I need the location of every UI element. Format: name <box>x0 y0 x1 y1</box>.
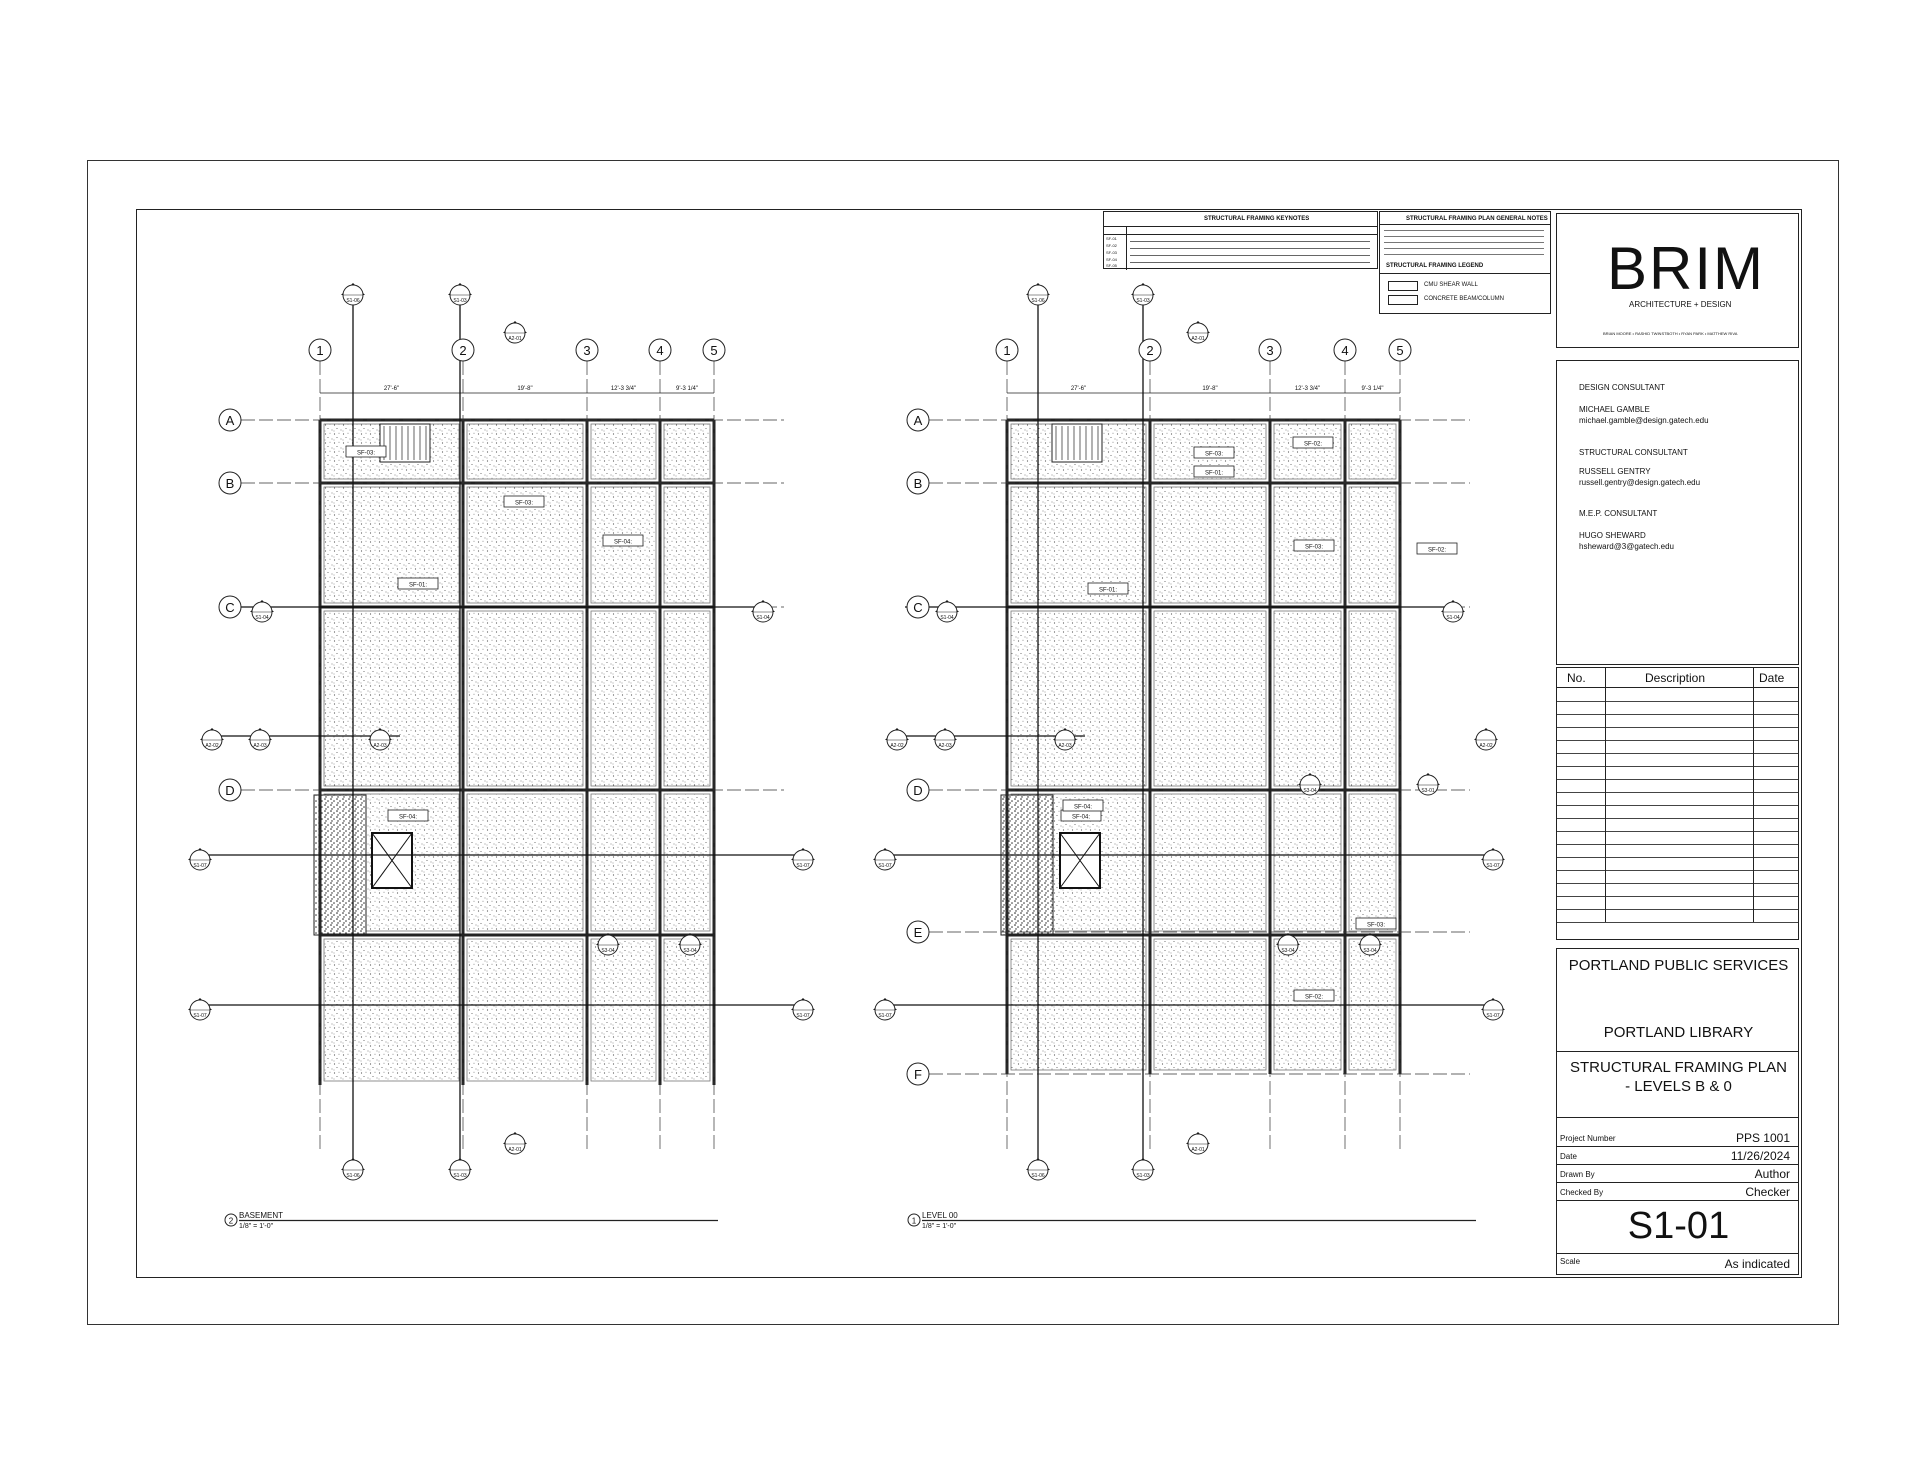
keynotes-table <box>1103 211 1378 269</box>
dimension-text: 9'-3 1/4" <box>1361 386 1384 392</box>
keynote-key-2: SF-02 <box>1106 243 1117 248</box>
section-mark-s3-04-c-label: S3-04 <box>683 948 697 954</box>
consultant-email-2: russell.gentry@design.gatech.edu <box>1579 478 1701 487</box>
grid-bubble-row-B-label: B <box>225 476 235 491</box>
slab-panel <box>591 611 656 786</box>
slab-panel <box>664 611 710 786</box>
sheet-title: STRUCTURAL FRAMING PLAN - LEVELS B & 0 <box>1570 1059 1787 1095</box>
stair <box>1052 424 1102 462</box>
dimension-text: 27'-6" <box>1070 386 1087 392</box>
slab-panel <box>1349 611 1396 786</box>
slab-panel <box>664 794 710 931</box>
section-mark-s1-07-right-label: S1-07 <box>796 863 810 869</box>
keynote-tag-sf-03-label: SF-03: <box>514 500 534 507</box>
section-mark-s1-04-right-label: S1-04 <box>756 615 770 621</box>
section-mark-s1-04-left-label: S1-04 <box>255 615 269 621</box>
keynote-tag-sf-02-label: SF-02: <box>1303 441 1323 448</box>
consultant-email-3: hsheward@3@gatech.edu <box>1579 542 1674 551</box>
legend-label-concrete: CONCRETE BEAM/COLUMN <box>1424 296 1505 302</box>
field-value-checked-by: Checker <box>1745 1185 1790 1199</box>
slab-panel <box>467 424 583 479</box>
cmu-shear-wall <box>314 795 366 935</box>
rev-header-description: Description <box>1645 671 1706 685</box>
grid-bubble-col-3-label: 3 <box>1266 343 1274 358</box>
slab-panel <box>324 487 459 603</box>
slab-panel <box>1274 794 1341 931</box>
revision-rows <box>1557 668 1798 939</box>
keynote-tag-sf-03-label: SF-03: <box>1304 544 1324 551</box>
section-mark-s1-07-right-b-label: S1-07 <box>1486 1013 1500 1019</box>
slab-panel <box>1154 611 1266 786</box>
scale-value: As indicated <box>1724 1257 1790 1271</box>
section-mark-a2-01-top-label: A2-01 <box>1191 336 1205 342</box>
field-label-project-number: Project Number <box>1560 1134 1616 1143</box>
section-mark-s1-03-label: S1-03 <box>453 298 467 304</box>
legend-title: STRUCTURAL FRAMING LEGEND <box>1386 263 1484 269</box>
client-name: PORTLAND PUBLIC SERVICES <box>1568 957 1789 974</box>
field-label-checked-by: Checked By <box>1560 1188 1604 1197</box>
dimension-text: 9'-3 1/4" <box>676 386 698 392</box>
grid-bubble-row-D-label: D <box>913 783 923 798</box>
grid-bubble-row-C-label: C <box>225 600 235 615</box>
stair <box>380 424 430 462</box>
slab-panel <box>664 424 710 479</box>
grid-bubble-row-E-label: E <box>913 925 923 940</box>
section-mark-a2-02-right-label: A2-02 <box>1479 743 1493 749</box>
section-mark-s3-04-label: S3-04 <box>1303 788 1317 794</box>
section-mark-a2-03-label: A2-03 <box>938 743 952 749</box>
slab-panel <box>1349 794 1396 931</box>
section-mark-a2-03-b-label: A2-03 <box>1058 743 1072 749</box>
dimension-text: 12'-3 3/4" <box>1294 386 1321 392</box>
keynotes-title: STRUCTURAL FRAMING KEYNOTES <box>1204 216 1310 222</box>
section-mark-s3-04-b-label: S3-04 <box>601 948 615 954</box>
section-mark-s3-04-b-label: S3-04 <box>1281 948 1295 954</box>
keynote-tag-sf-01-label: SF-01: <box>1204 470 1224 477</box>
section-mark-s1-07-left-b-label: S1-07 <box>878 1013 892 1019</box>
slab-panel <box>1349 487 1396 603</box>
section-mark-s1-06-bottom-label: S1-06 <box>1031 1173 1045 1179</box>
legend-swatch-concrete <box>1388 295 1418 305</box>
keynote-tag-sf-04-label: SF-04: <box>613 539 633 546</box>
project-name: PORTLAND LIBRARY <box>1603 1024 1754 1041</box>
grid-bubble-col-2-label: 2 <box>1146 343 1154 358</box>
legend-label-cmu: CMU SHEAR WALL <box>1424 282 1478 288</box>
section-mark-a2-01-bottom-label: A2-01 <box>508 1147 522 1153</box>
slab-panel <box>664 939 710 1081</box>
keynote-tag-sf-02-label: SF-02: <box>1304 994 1324 1001</box>
section-mark-a2-02-left-label: A2-02 <box>205 743 219 749</box>
keynote-key-4: SF-04 <box>1106 257 1117 262</box>
slab-panel <box>1154 794 1266 931</box>
slab-panel <box>1349 424 1396 479</box>
view-scale: 1/8" = 1'-0" <box>239 1223 274 1230</box>
section-mark-a2-02-left-label: A2-02 <box>890 743 904 749</box>
plan-level00 <box>885 300 1493 1230</box>
dimension-text: 27'-6" <box>383 386 400 392</box>
section-mark-s1-06-label: S1-06 <box>1031 298 1045 304</box>
consultant-role-2: STRUCTURAL CONSULTANT <box>1579 448 1688 457</box>
section-mark-s1-07-right-b-label: S1-07 <box>796 1013 810 1019</box>
dimension-text: 12'-3 3/4" <box>610 386 637 392</box>
grid-bubble-col-4-label: 4 <box>656 343 664 358</box>
section-mark-s1-03-bottom-label: S1-03 <box>1136 1173 1150 1179</box>
keynote-tag-sf-04-label: SF-04: <box>1073 804 1093 811</box>
grid-bubble-row-F-label: F <box>914 1067 922 1082</box>
slab-panel <box>1274 424 1341 479</box>
rev-header-no: No. <box>1567 671 1586 685</box>
consultant-role-3: M.E.P. CONSULTANT <box>1579 509 1658 518</box>
grid-bubble-row-C-label: C <box>913 600 923 615</box>
grid-bubble-col-4-label: 4 <box>1341 343 1349 358</box>
section-mark-a2-01-top-label: A2-01 <box>508 336 522 342</box>
section-mark-s1-03-bottom-label: S1-03 <box>453 1173 467 1179</box>
view-number: 1 <box>911 1216 917 1226</box>
section-mark-s3-01-label: S3-01 <box>1421 788 1435 794</box>
section-mark-s3-04-c-label: S3-04 <box>1363 948 1377 954</box>
section-mark-s1-07-left-label: S1-07 <box>193 863 207 869</box>
consultant-name-2: RUSSELL GENTRY <box>1579 467 1651 476</box>
field-value-project-number: PPS 1001 <box>1735 1131 1790 1145</box>
slab-panel <box>664 487 710 603</box>
field-label-date: Date <box>1560 1152 1577 1161</box>
section-mark-a2-03-b-label: A2-03 <box>373 743 387 749</box>
keynote-tag-sf-01-label: SF-01: <box>408 582 428 589</box>
consultant-name-1: MICHAEL GAMBLE <box>1579 405 1650 414</box>
view-scale: 1/8" = 1'-0" <box>922 1223 957 1230</box>
keynote-tag-sf-04-label: SF-04: <box>398 814 418 821</box>
brand-block <box>1556 213 1799 348</box>
plan-basement <box>200 300 803 1230</box>
keynote-tag-sf-03-label: SF-03: <box>356 450 376 457</box>
section-mark-s1-07-left-label: S1-07 <box>878 863 892 869</box>
keynote-descriptions <box>1130 238 1370 266</box>
dimension-text: 19'-8" <box>1202 386 1218 392</box>
slab-panel <box>591 424 656 479</box>
keynote-key-5: SF-05 <box>1106 263 1117 268</box>
revisions-table <box>1556 667 1799 940</box>
field-value-drawn-by: Author <box>1754 1167 1790 1181</box>
consultant-name-3: HUGO SHEWARD <box>1579 531 1646 540</box>
general-notes-title: STRUCTURAL FRAMING PLAN GENERAL NOTES <box>1406 216 1548 222</box>
slab-panel <box>467 611 583 786</box>
brand-team: BRIAN MOORE • RASHID TWINSTBOTH • RYAN PARK • MATTHEW RIVA <box>1603 331 1738 336</box>
consultant-email-1: michael.gamble@design.gatech.edu <box>1579 416 1709 425</box>
project-block <box>1556 948 1799 1275</box>
consultants-block <box>1556 360 1799 665</box>
framing-legend <box>1379 259 1551 314</box>
grid-bubble-col-1-label: 1 <box>316 343 324 358</box>
keynote-tag-sf-04-label: SF-04: <box>1071 814 1091 821</box>
grid-bubble-col-2-label: 2 <box>459 343 467 358</box>
keynote-key-3: SF-03 <box>1106 250 1117 255</box>
section-mark-s1-03-label: S1-03 <box>1136 298 1150 304</box>
keynote-tag-sf-02-label: SF-02: <box>1427 547 1447 554</box>
cmu-shear-wall <box>1001 795 1053 935</box>
grid-bubble-row-A-label: A <box>913 413 923 428</box>
view-number: 2 <box>228 1216 234 1226</box>
section-mark-s1-04-right-label: S1-04 <box>1446 615 1460 621</box>
keynote-tag-sf-03-label: SF-03: <box>1204 451 1224 458</box>
keynote-key-1: SF-01 <box>1106 236 1117 241</box>
section-mark-s1-06-label: S1-06 <box>346 298 360 304</box>
scale-label: Scale <box>1560 1257 1581 1266</box>
section-mark-s1-07-left-b-label: S1-07 <box>193 1013 207 1019</box>
grid-bubble-col-1-label: 1 <box>1003 343 1011 358</box>
view-title: BASEMENT <box>239 1211 284 1220</box>
field-label-drawn-by: Drawn By <box>1560 1170 1595 1179</box>
slab-panel <box>1274 611 1341 786</box>
section-mark-s1-07-right-label: S1-07 <box>1486 863 1500 869</box>
keynote-tag-sf-03-label: SF-03: <box>1366 922 1386 929</box>
slab-panel <box>324 611 459 786</box>
slab-panel <box>324 939 459 1081</box>
grid-bubble-row-A-label: A <box>225 413 235 428</box>
keynote-tag-sf-01-label: SF-01: <box>1098 587 1118 594</box>
slab-panel <box>591 939 656 1081</box>
legend-swatch-cmu <box>1388 281 1418 291</box>
dimension-text: 19'-8" <box>517 386 533 392</box>
rev-header-date: Date <box>1759 671 1785 685</box>
grid-bubble-row-B-label: B <box>913 476 923 491</box>
section-mark-a2-01-bottom-label: A2-01 <box>1191 1147 1205 1153</box>
sheet-number: S1-01 <box>1627 1205 1730 1247</box>
slab-panel <box>467 794 583 931</box>
grid-bubble-row-D-label: D <box>225 783 235 798</box>
slab-panel <box>467 939 583 1081</box>
field-value-date: 11/26/2024 <box>1730 1149 1790 1163</box>
section-mark-a2-03-label: A2-03 <box>253 743 267 749</box>
slab-panel <box>1011 611 1146 786</box>
view-title: LEVEL 00 <box>922 1211 958 1220</box>
grid-bubble-col-5-label: 5 <box>710 343 718 358</box>
brand-logo: BRIM <box>1607 235 1765 302</box>
section-mark-s1-04-left-label: S1-04 <box>940 615 954 621</box>
slab-panel <box>1154 487 1266 603</box>
section-mark-s1-06-bottom-label: S1-06 <box>346 1173 360 1179</box>
brand-tagline: ARCHITECTURE + DESIGN <box>1629 300 1732 309</box>
slab-panel <box>591 794 656 931</box>
consultant-role-1: DESIGN CONSULTANT <box>1579 383 1665 392</box>
grid-bubble-col-5-label: 5 <box>1396 343 1404 358</box>
grid-bubble-col-3-label: 3 <box>583 343 591 358</box>
